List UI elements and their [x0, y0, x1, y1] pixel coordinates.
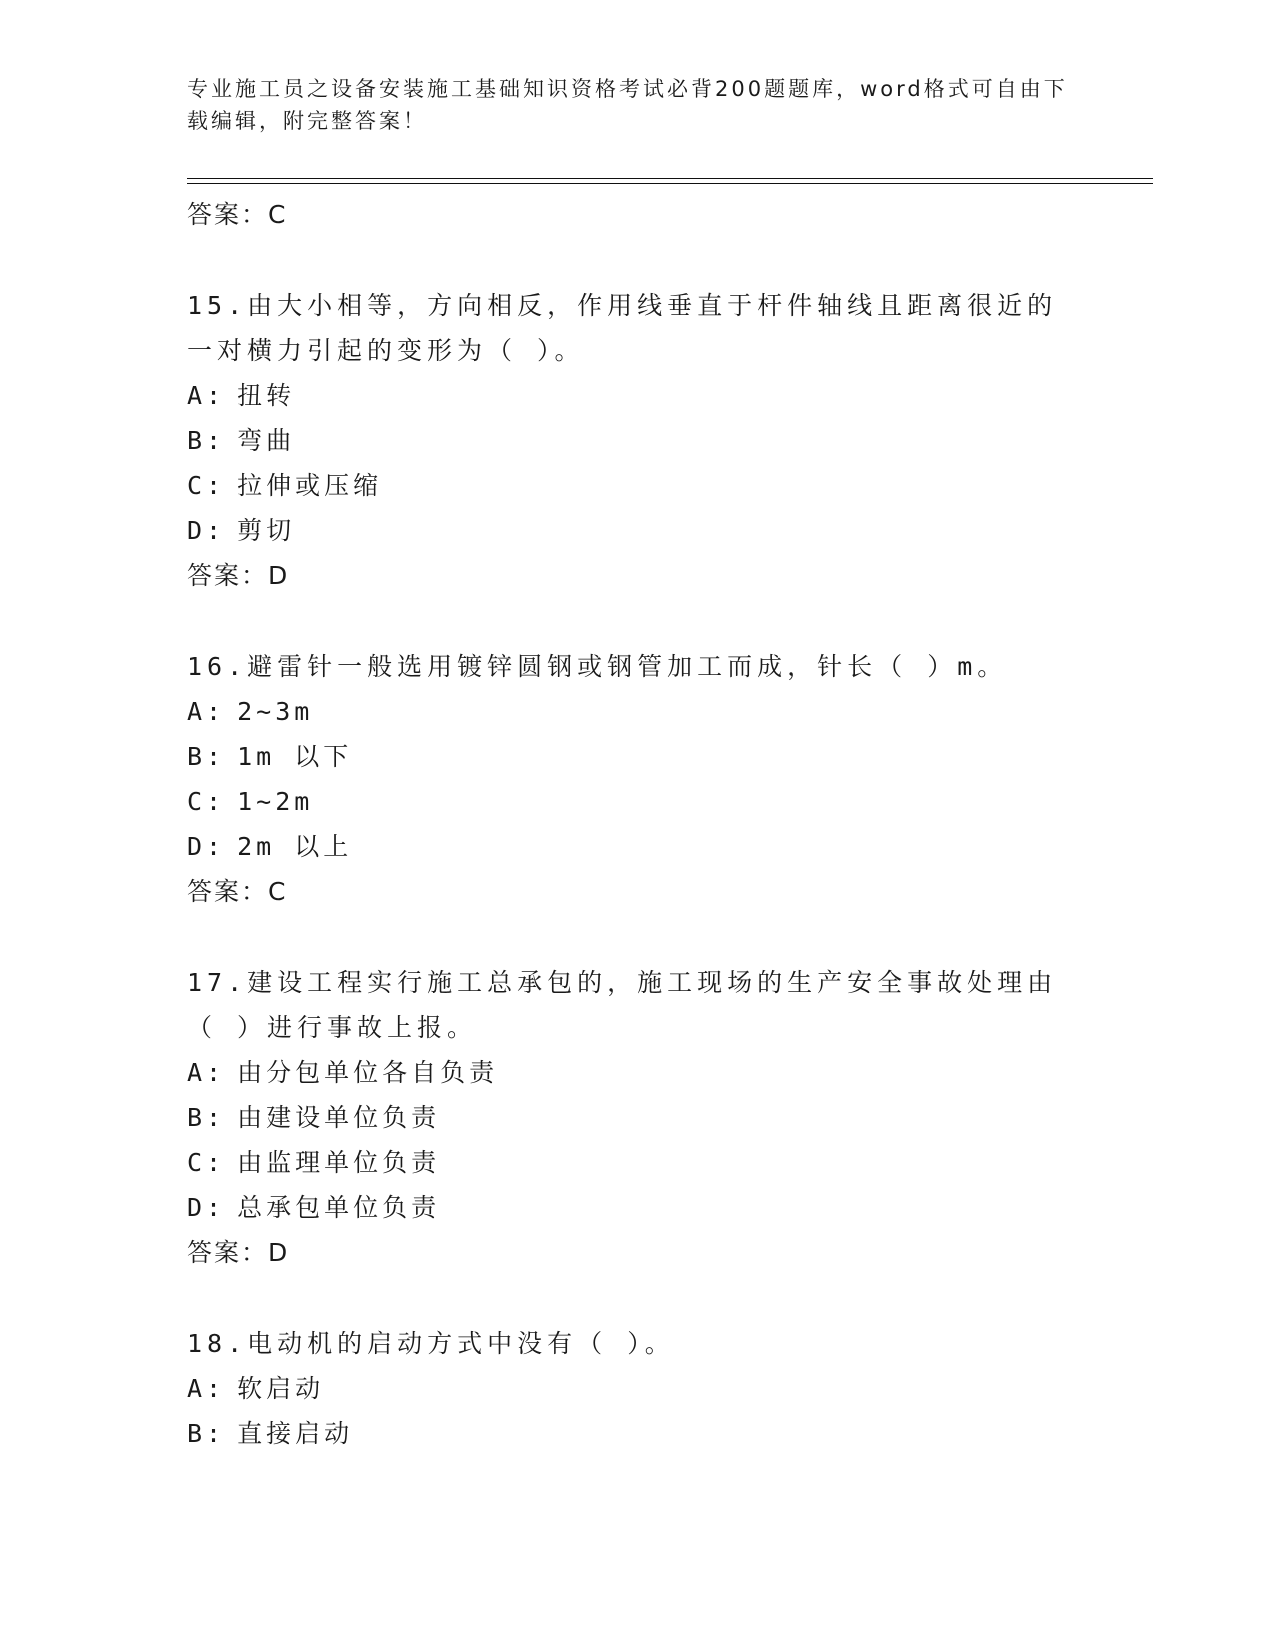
option-text: 弯曲 [237, 426, 296, 455]
option-text: 1~2m [237, 787, 314, 816]
option-key: C: [187, 471, 226, 500]
option-b [187, 418, 1087, 463]
option-c [187, 463, 1087, 508]
answer-value: C [268, 200, 288, 229]
spacer [187, 598, 1087, 644]
spacer [187, 1275, 1087, 1321]
question-answer [187, 869, 1087, 914]
option-key: A: [187, 697, 226, 726]
option-key: B: [187, 426, 226, 455]
option-c [187, 1140, 1087, 1185]
question-16 [187, 644, 1087, 914]
answer-label: 答案： [187, 1238, 269, 1267]
option-text: 软启动 [237, 1374, 325, 1403]
option-d [187, 508, 1087, 553]
option-text: 由建设单位负责 [237, 1103, 441, 1132]
answer-label: 答案： [187, 561, 269, 590]
option-text: 总承包单位负责 [237, 1193, 441, 1222]
spacer [187, 237, 1087, 283]
spacer [187, 914, 1087, 960]
question-stem: 16.避雷针一般选用镀锌圆钢或钢管加工而成，针长（ ）m。 [187, 652, 1008, 681]
option-key: A: [187, 1374, 226, 1403]
option-key: A: [187, 1058, 226, 1087]
option-key: D: [187, 516, 226, 545]
answer-label: 答案： [187, 200, 269, 229]
option-a [187, 689, 1087, 734]
option-text: 扭转 [237, 381, 296, 410]
option-text: 1m 以下 [237, 742, 353, 771]
question-17 [187, 960, 1087, 1275]
option-c [187, 779, 1087, 824]
option-key: B: [187, 1103, 226, 1132]
answer-value: D [268, 561, 290, 590]
option-text: 2m 以上 [237, 832, 353, 861]
option-key: D: [187, 1193, 226, 1222]
question-15 [187, 283, 1087, 598]
option-b [187, 1411, 1087, 1456]
header-rule-bottom [187, 183, 1153, 184]
option-b [187, 734, 1087, 779]
previous-answer [187, 192, 1087, 237]
question-answer [187, 553, 1087, 598]
option-key: B: [187, 1419, 226, 1448]
option-a [187, 1050, 1087, 1095]
question-18 [187, 1321, 1087, 1456]
option-text: 剪切 [237, 516, 296, 545]
option-text: 由监理单位负责 [237, 1148, 441, 1177]
option-a [187, 1366, 1087, 1411]
option-d [187, 824, 1087, 869]
header-rule-top [187, 178, 1153, 179]
option-text: 直接启动 [237, 1419, 354, 1448]
option-key: B: [187, 742, 226, 771]
option-text: 由分包单位各自负责 [237, 1058, 499, 1087]
option-a [187, 373, 1087, 418]
document-header: 专业施工员之设备安装施工基础知识资格考试必背200题题库，word格式可自由下载编辑，附完整答案！ [187, 77, 1068, 133]
answer-label: 答案： [187, 877, 269, 906]
question-stem: 17.建设工程实行施工总承包的，施工现场的生产安全事故处理由（ ）进行事故上报。 [187, 968, 1058, 1042]
option-key: C: [187, 787, 226, 816]
option-d [187, 1185, 1087, 1230]
option-key: A: [187, 381, 226, 410]
question-list [187, 192, 1087, 1456]
option-text: 2~3m [237, 697, 314, 726]
answer-value: D [268, 1238, 290, 1267]
question-answer [187, 1230, 1087, 1275]
question-stem: 15.由大小相等，方向相反，作用线垂直于杆件轴线且距离很近的一对横力引起的变形为（ ）。 [187, 291, 1058, 365]
option-text: 拉伸或压缩 [237, 471, 383, 500]
question-stem: 18.电动机的启动方式中没有（ ）。 [187, 1329, 675, 1358]
option-b [187, 1095, 1087, 1140]
answer-value: C [268, 877, 288, 906]
option-key: D: [187, 832, 226, 861]
option-key: C: [187, 1148, 226, 1177]
